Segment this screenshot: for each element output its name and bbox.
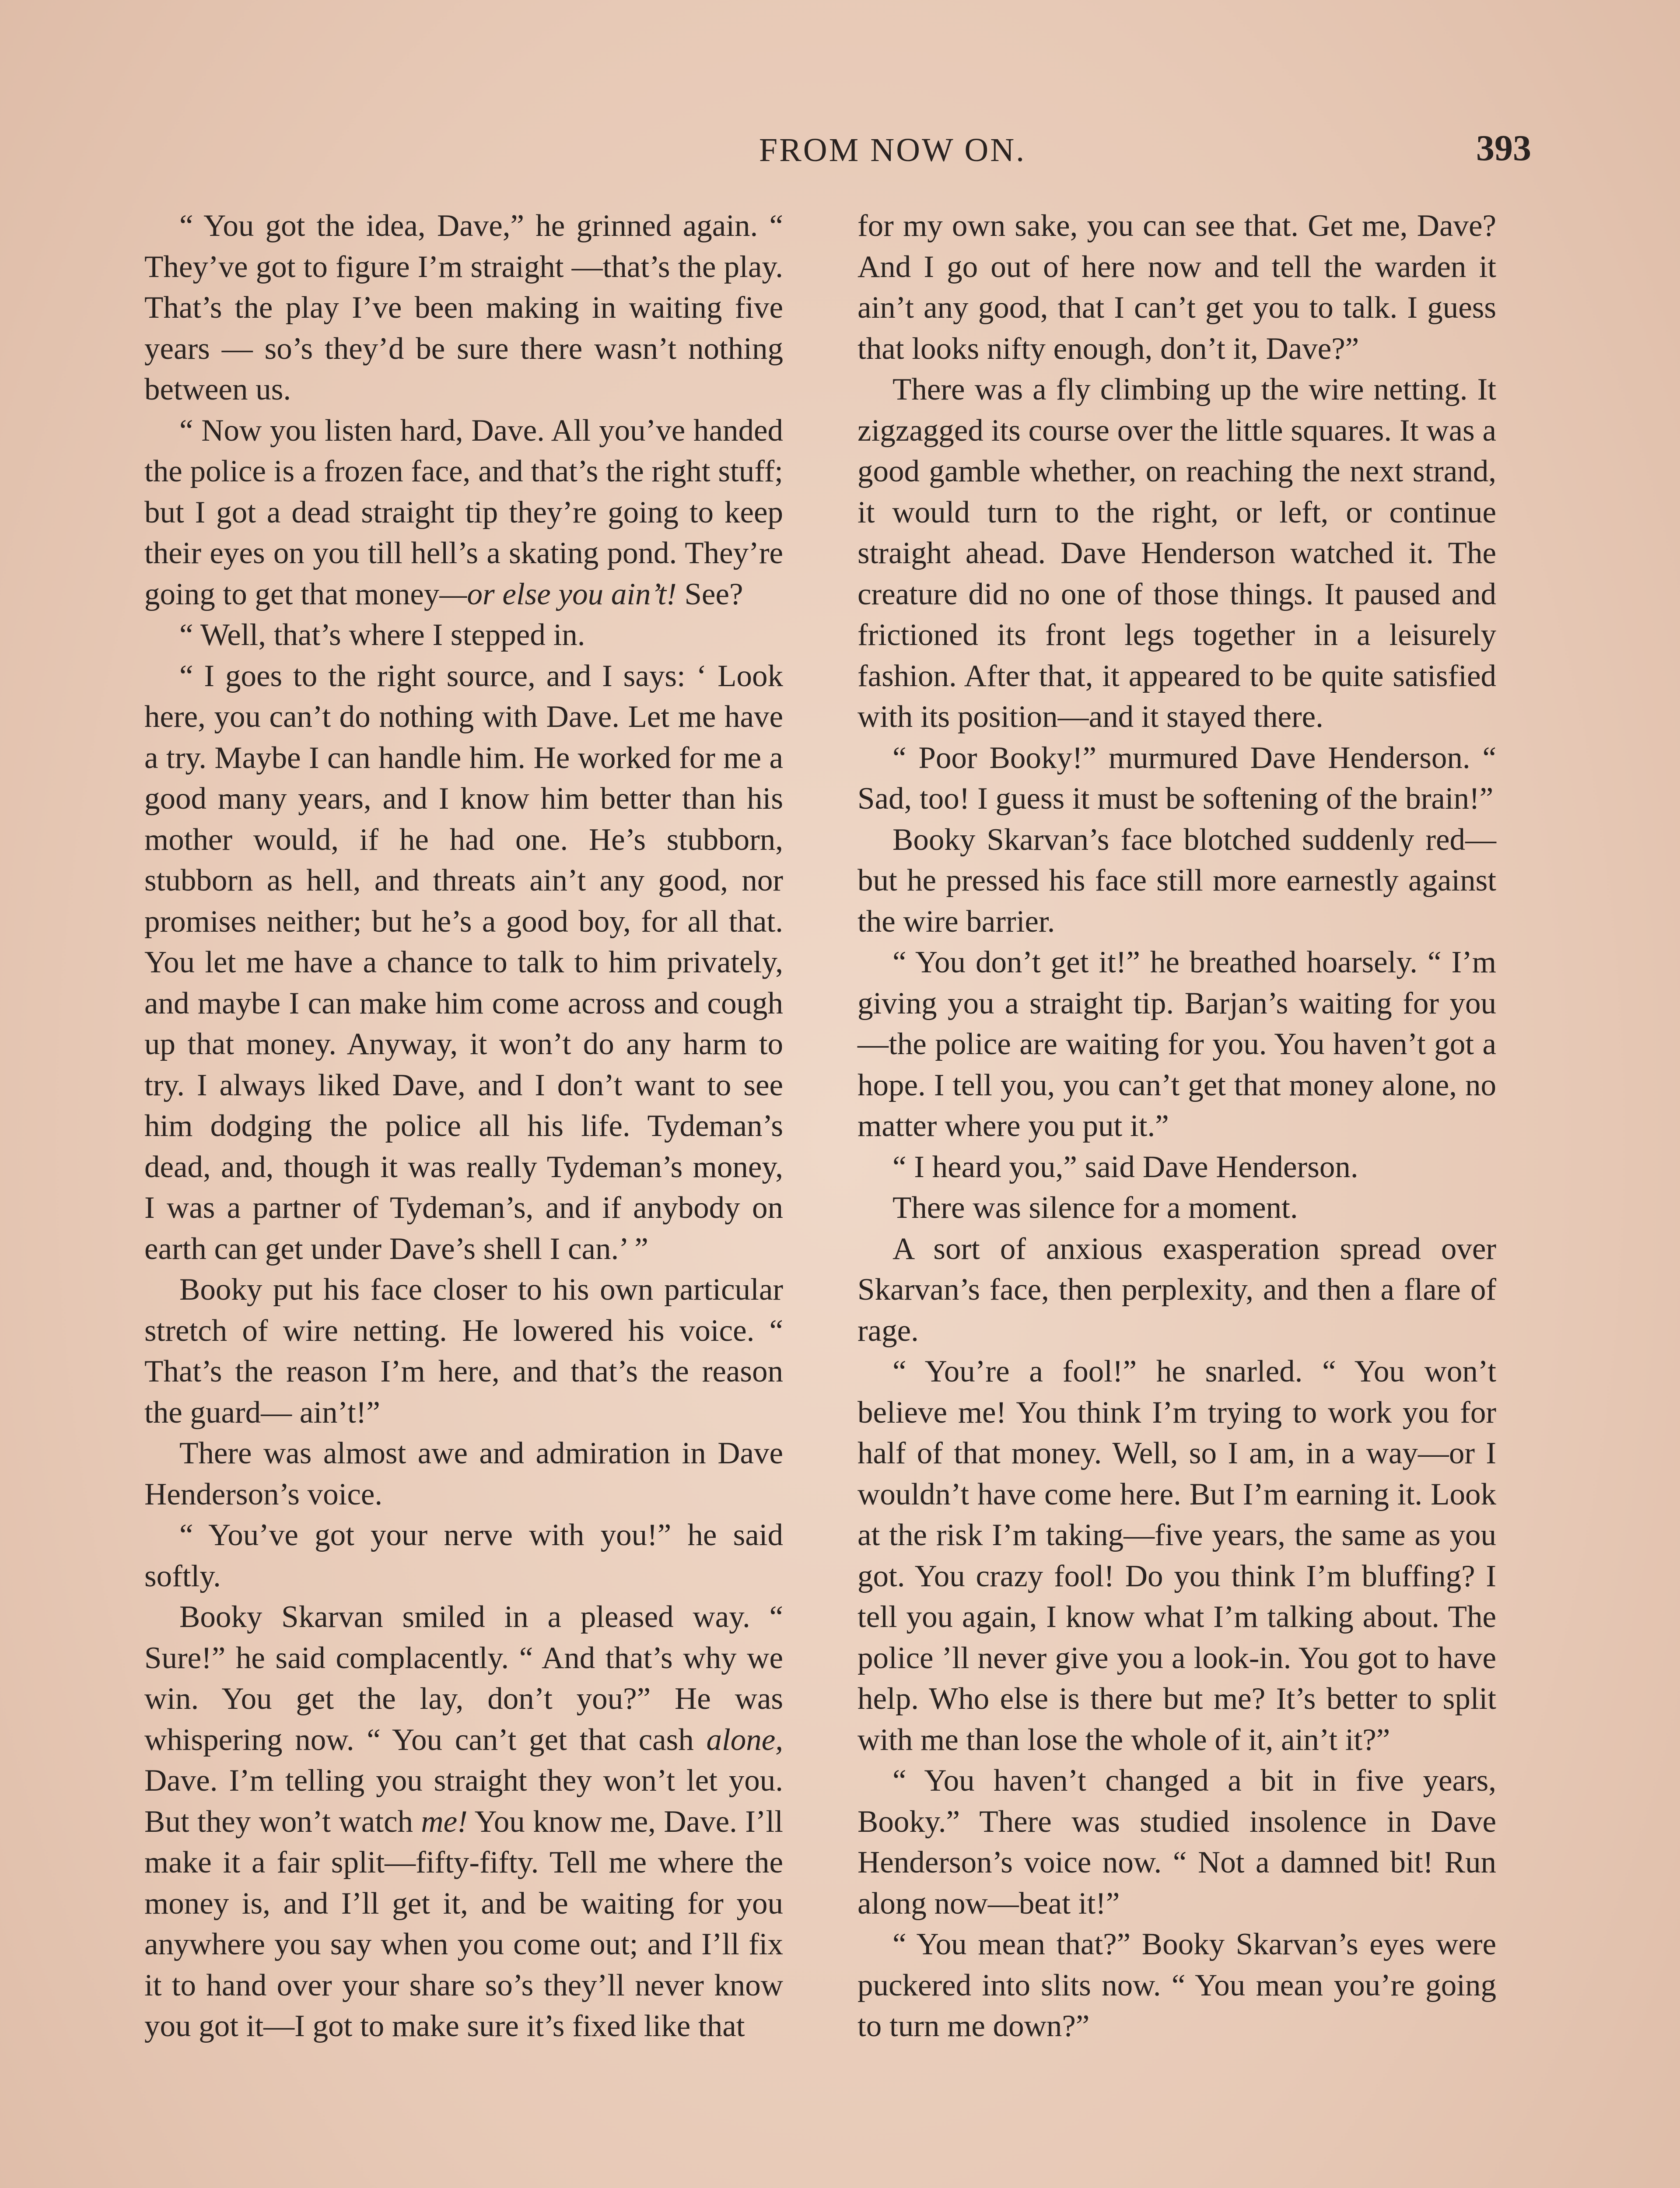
page-header — [131, 127, 1531, 179]
italic-text: alone, — [706, 1722, 783, 1757]
left-column — [144, 206, 783, 2047]
paragraph — [144, 656, 783, 1270]
paragraph — [144, 1597, 783, 2047]
paragraph — [144, 1515, 783, 1597]
text-run: for my own sake, you can see that. Get me, Dave? And I go out of here now and tell the warden it ain’t any good, that I can’t get you to talk. I guess that looks nifty enough, don’t it, Dave?” — [858, 209, 1496, 366]
text-run: You know me, Dave. I’ll make it a fair split—fifty-fifty. Tell me where the money is, and I’ll get it, and be waiting for you anywhere you say when you come out; and I’ll fix it to hand over your share so’s they’ll never know you got it—I got to make sure it’s fixed like that — [144, 1804, 783, 2043]
text-run: “ You got the idea, Dave,” he grinned again. “ They’ve got to figure I’m straight —that’s the play. That’s the play I’ve been making in waiting five years — so’s they’d be sure there wasn’t nothing between us. — [144, 209, 783, 407]
right-column — [858, 206, 1496, 2047]
italic-text: —or else you ain’t! — [439, 577, 677, 611]
text-run: Booky put his face closer to his own particular stretch of wire netting. He lowered his voice. “ That’s the reason I’m here, and that’s the reason the guard— ain’t!” — [144, 1273, 783, 1430]
paragraph — [858, 1229, 1496, 1352]
text-run: See? — [676, 577, 743, 611]
text-run: There was silence for a moment. — [892, 1191, 1298, 1225]
paragraph — [144, 410, 783, 615]
text-run: “ You haven’t changed a bit in five years, Booky.” There was studied insolence in Dave Henderson’s voice now. “ Not a damned bit! Run along now—beat it!” — [858, 1764, 1496, 1921]
text-run: “ Now you listen hard, Dave. All you’ve handed the police is a frozen face, and that’s the right stuff; but I got a dead straight tip they’re going to keep their eyes on you till hell’s a skating pond. They’re going to get that money — [144, 413, 783, 611]
paragraph — [858, 820, 1496, 943]
text-run: Dave. I’m telling you straight they won’t let you. But they won’t watch — [144, 1764, 783, 1839]
paragraph — [858, 1760, 1496, 1924]
text-run: A sort of anxious exasperation spread over Skarvan’s face, then perplexity, and then a flare of rage. — [858, 1231, 1496, 1348]
text-run: “ Poor Booky!” murmured Dave Henderson. “ Sad, too! I guess it must be softening of the brain!” — [858, 740, 1496, 816]
paragraph — [858, 369, 1496, 738]
text-run: “ You’ve got your nerve with you!” he said softly. — [144, 1518, 783, 1593]
paragraph — [858, 1188, 1496, 1229]
text-run: “ You mean that?” Booky Skarvan’s eyes were puckered into slits now. “ You mean you’re going to turn me down?” — [858, 1927, 1496, 2043]
text-run: “ I heard you,” said Dave Henderson. — [892, 1150, 1358, 1184]
paragraph — [144, 1269, 783, 1433]
text-run: “ You’re a fool!” he snarled. “ You won’t believe me! You think I’m trying to work you for half of that money. Well, so I am, in a way—or I wouldn’t have come here. But I’m earning it. Look at the risk I’m taking—five years, the same as you got. You crazy fool! Do you think I’m bluffing? I tell you again, I know what I’m talking about. The police ’ll never give you a look-in. You got to have help. Who else is there but me? It’s better to split with me than lose the whole of it, ain’t it?” — [858, 1354, 1496, 1757]
italic-text: me! — [421, 1804, 468, 1839]
text-run: Booky Skarvan smiled in a pleased way. “ Sure!” he said complacently. “ And that’s why we win. You get the lay, don’t you?” He was whispering now. “ You can’t get that cash — [144, 1600, 783, 1757]
paragraph — [858, 1351, 1496, 1760]
text-run: “ Well, that’s where I stepped in. — [179, 618, 585, 652]
page-number: 393 — [1476, 128, 1531, 168]
paragraph — [858, 1924, 1496, 2047]
running-title: FROM NOW ON. — [759, 132, 1026, 168]
paragraph — [858, 1147, 1496, 1188]
paragraph — [858, 206, 1496, 369]
paragraph — [858, 738, 1496, 820]
paragraph — [144, 615, 783, 656]
text-run: “ I goes to the right source, and I says: ‘ Look here, you can’t do nothing with Dave. Let me have a try. Maybe I can handle him. He worked for me a good many years, and I know him better than his mother would, if he had one. He’s stubborn, stubborn as hell, and threats ain’t any good, nor promises neither; but he’s a good boy, for all that. You let me have a chance to talk to him privately, and maybe I can make him come across and cough up that money. Anyway, it won’t do any harm to try. I always liked Dave, and I don’t want to see him dodging the police all his life. Tydeman’s dead, and, though it was really Tydeman’s money, I was a partner of Tydeman’s, and if anybody on earth can get under Dave’s shell I can.’ ” — [144, 659, 783, 1266]
text-run: There was a fly climbing up the wire netting. It zigzagged its course over the little squares. It was a good gamble whether, on reaching the next strand, it would turn to the right, or left, or continue straight ahead. Dave Henderson watched it. The creature did no one of those things. It paused and frictioned its front legs together in a leisurely fashion. After that, it appeared to be quite satisfied with its position—and it stayed there. — [858, 372, 1496, 734]
paragraph — [858, 942, 1496, 1147]
text-run: “ You don’t get it!” he breathed hoarsely. “ I’m giving you a straight tip. Barjan’s waiting for you—the police are waiting for you. You haven’t got a hope. I tell you, you can’t get that money alone, no matter where you put it.” — [858, 945, 1496, 1143]
paragraph — [144, 1433, 783, 1515]
text-run: There was almost awe and admiration in Dave Henderson’s voice. — [144, 1436, 783, 1511]
text-run: Booky Skarvan’s face blotched suddenly red—but he pressed his face still more earnestly against the wire barrier. — [858, 822, 1496, 939]
paragraph — [144, 206, 783, 410]
